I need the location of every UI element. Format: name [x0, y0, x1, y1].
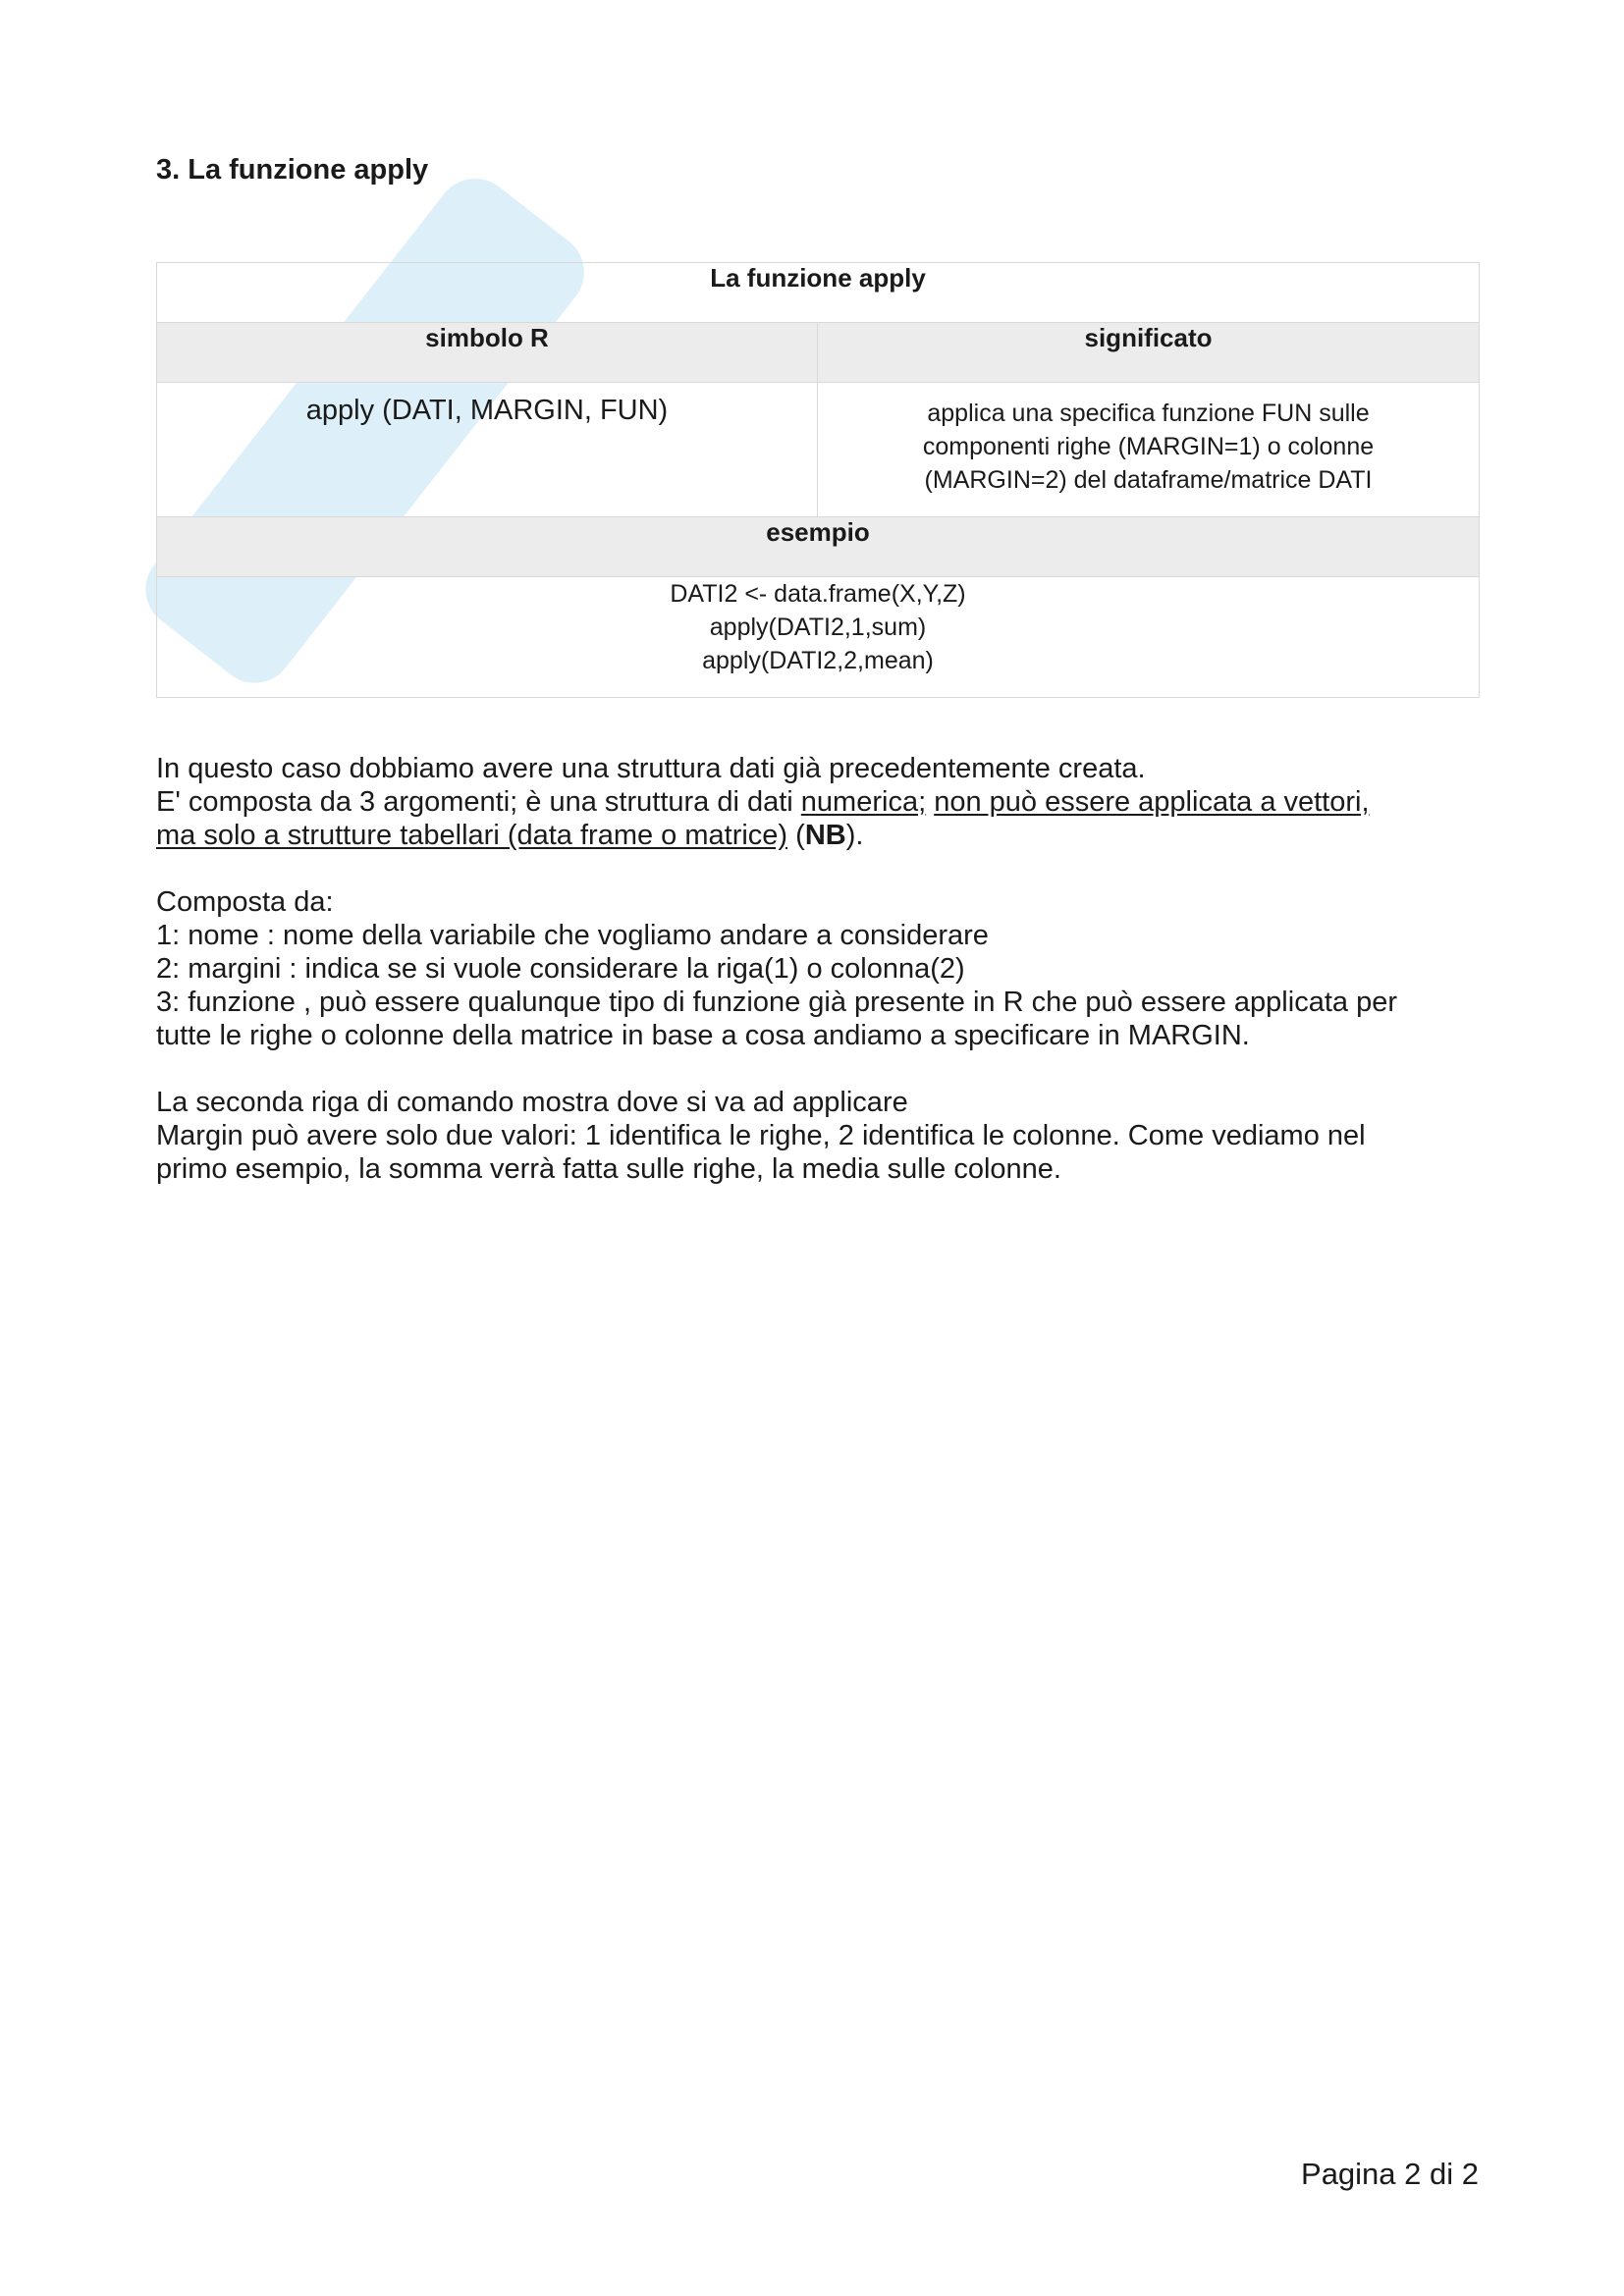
column-header-symbol: simbolo R	[157, 323, 818, 383]
code-line: DATI2 <- data.frame(X,Y,Z)	[670, 580, 966, 608]
column-header-meaning: significato	[818, 323, 1480, 383]
text-line: Margin può avere solo due valori: 1 identifica le righe, 2 identifica le colonne. Come vediamo nel	[156, 1120, 1366, 1151]
body-text	[156, 752, 1482, 1219]
text-span	[926, 786, 934, 818]
text-line	[156, 819, 1482, 852]
text-line: primo esempio, la somma verrà fatta sulle righe, la media sulle colonne.	[156, 1153, 1061, 1185]
code-line: apply(DATI2,2,mean)	[702, 647, 934, 674]
text-line: 3: funzione , può essere qualunque tipo di funzione già presente in R che può essere applicata per	[156, 987, 1397, 1018]
underlined-text: non può essere applicata a vettori,	[934, 786, 1370, 818]
section-heading: 3. La funzione apply	[156, 154, 429, 186]
apply-function-table	[156, 262, 1480, 698]
meaning-cell	[818, 383, 1480, 517]
text-line: tutte le righe o colonne della matrice in base a cosa andiamo a specificare in MARGIN.	[156, 1020, 1250, 1051]
text-span: ).	[845, 820, 864, 851]
table-title: La funzione apply	[157, 263, 1480, 323]
text-line	[156, 785, 1482, 819]
code-line: apply(DATI2,1,sum)	[709, 614, 927, 641]
bold-text: NB	[804, 820, 846, 851]
paragraph-intro	[156, 752, 1482, 852]
text-line: Composta da:	[156, 886, 334, 918]
text-line: 1: nome : nome della variabile che vogliamo andare a considerare	[156, 920, 989, 951]
meaning-line: applica una specifica funzione FUN sulle	[927, 400, 1370, 427]
text-line: La seconda riga di comando mostra dove si va ad applicare	[156, 1087, 908, 1118]
paragraph-arguments	[156, 885, 1482, 1052]
meaning-line: (MARGIN=2) del dataframe/matrice DATI	[924, 466, 1373, 494]
example-code-cell	[157, 577, 1480, 698]
underlined-text: numerica;	[800, 786, 927, 818]
text-span: E' composta da 3 argomenti; è una struttura di dati	[156, 786, 801, 818]
text-line: In questo caso dobbiamo avere una struttura dati già precedentemente creata.	[156, 753, 1146, 784]
underlined-text: ma solo a strutture tabellari (data frame o matrice)	[156, 820, 788, 851]
r-symbol-cell: apply (DATI, MARGIN, FUN)	[157, 383, 818, 517]
example-header: esempio	[157, 517, 1480, 577]
text-span: (	[787, 820, 805, 851]
page-number: Pagina 2 di 2	[1301, 2157, 1479, 2191]
paragraph-margin	[156, 1086, 1482, 1186]
meaning-line: componenti righe (MARGIN=1) o colonne	[922, 433, 1375, 460]
text-line: 2: margini : indica se si vuole considerare la riga(1) o colonna(2)	[156, 953, 965, 985]
